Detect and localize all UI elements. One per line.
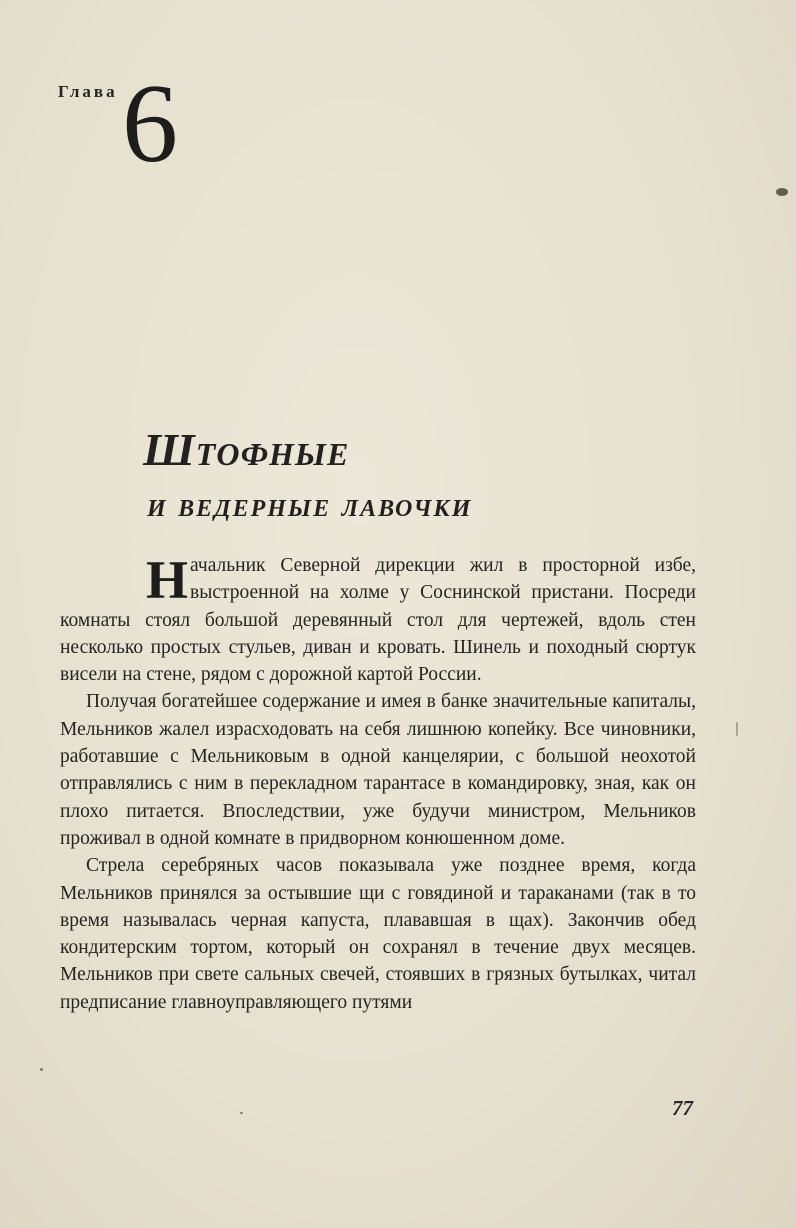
chapter-title-line-1: Штофные [143, 424, 350, 475]
page-number: 77 [672, 1096, 693, 1120]
ink-speck [40, 1068, 43, 1071]
body-text [60, 552, 696, 1016]
chapter-title [143, 420, 703, 528]
paragraph-2: Получая богатейшее содержание и имея в банке значительные капиталы, Мельников жалел израсходовать на себя лишнюю копейку. Все чиновники, работавшие с Мельниковым в одной канцелярии, с большой неохотой отправлялись с ним в перекладном тарантасе в командировку, зная, как он плохо питается. Впоследствии, уже будучи министром, Мельников проживал в одной комнате в придворном конюшенном доме. [60, 691, 696, 849]
paragraph-1 [60, 552, 696, 688]
chapter-title-line-2: и ведерные лавочки [147, 486, 473, 524]
drop-cap: Н [146, 550, 189, 610]
ink-speck [776, 188, 788, 196]
paragraph-3: Стрела серебряных часов показывала уже позднее время, когда Мельников принялся за остывшие щи с говядиной и тараканами (так в то время называлась черная капуста, плававшая в щах). Закончив обед кондитерским тортом, который он сохранял в течение двух месяцев. Мельников при свете сальных свечей, стоявших в грязных бутылках, читал предписание главноуправляющего путями [60, 855, 696, 1013]
chapter-label: Глава [58, 82, 118, 101]
ink-speck [736, 722, 738, 736]
paragraph-1-text: ачальник Северной дирекции жил в просторной избе, выстроенной на холме у Соснинской пристани. Посреди комнаты стоял большой деревянный стол для чертежей, вдоль стен несколько простых стульев, диван и кровать. Шинель и походный сюртук висели на стене, рядом с дорожной картой России. [60, 555, 696, 686]
chapter-number: 6 [122, 62, 178, 186]
ink-speck [240, 1112, 243, 1114]
